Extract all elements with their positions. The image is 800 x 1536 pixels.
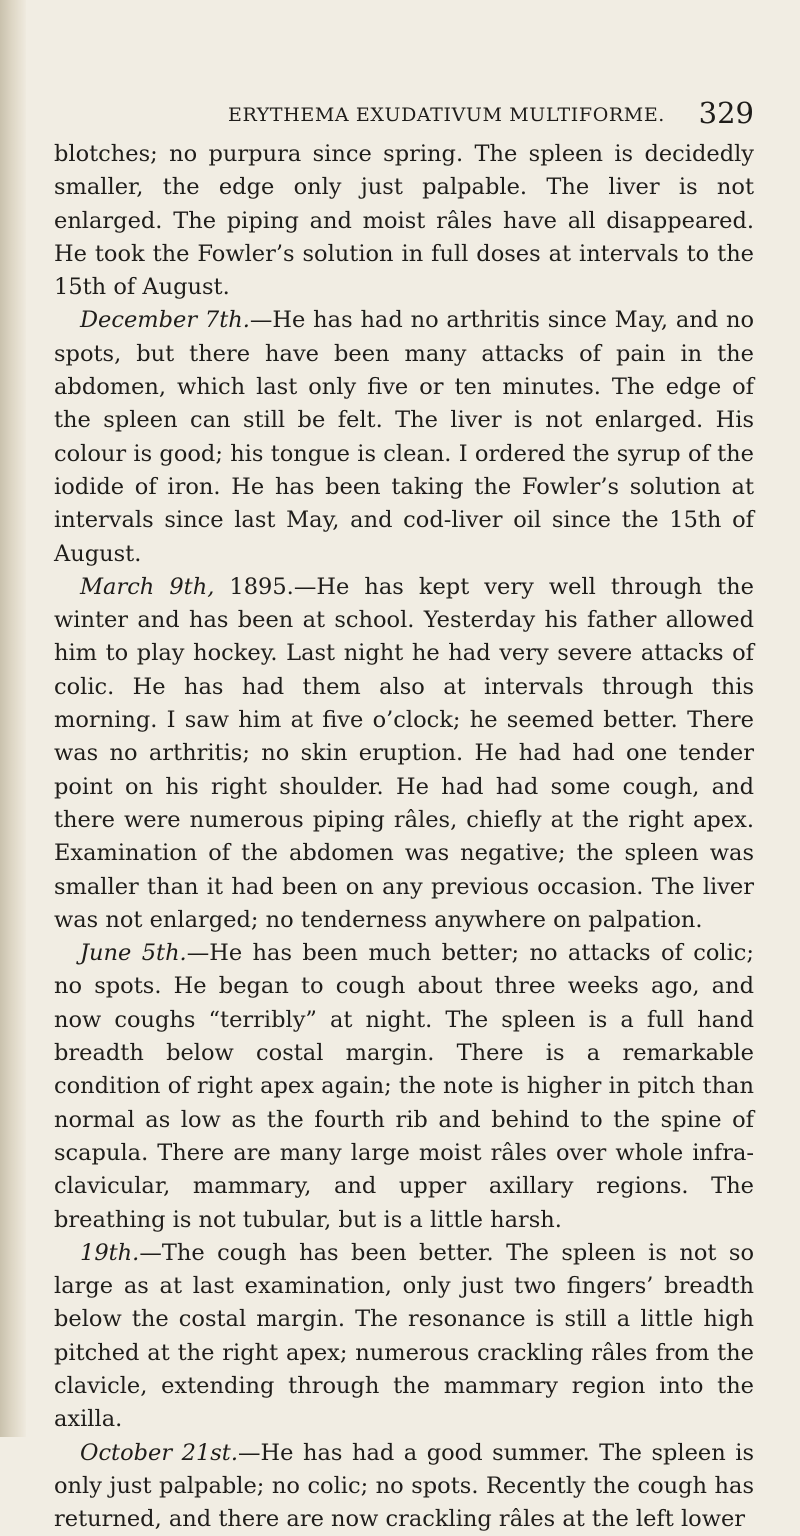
paragraph-text: blotches; no purpura since spring. The spleen is decidedly smaller, the edge only just palpable. The liver is not enlarged. The piping and moist râles have all disappeared. He took the Fowler’s solution in full doses at intervals to the 15th of August. xyxy=(54,141,754,301)
paragraph-march-9 xyxy=(54,571,754,937)
paragraph-date: June 5th. xyxy=(80,940,187,967)
paragraph-date: October 21st. xyxy=(80,1439,239,1466)
body-text xyxy=(54,138,754,1536)
paragraph-october-21 xyxy=(54,1437,754,1536)
paragraph-date: December 7th. xyxy=(80,307,250,334)
paragraph-june-19 xyxy=(54,1237,754,1437)
running-head xyxy=(48,96,754,132)
paragraph-text: —The cough has been better. The spleen is not so large as at last examination, only just two fingers’ breadth below the costal margin. The resonance is still a little high pitched at the right apex; numerous crackling râles from the clavicle, extending through the mammary region into the axilla. xyxy=(54,1239,754,1433)
paragraph-text: 1895.—He has kept very well through the winter and has been at school. Yesterday his father allowed him to play hockey. Last night he had very severe attacks of colic. He has had them also at intervals through this morning. I saw him at five o’clock; he seemed better. There was no arthritis; no skin eruption. He had had one tender point on his right shoulder. He had had some cough, and there were numerous piping râles, chiefly at the right apex. Examination of the abdomen was negative; the spleen was smaller than it had been on any previous occasion. The liver was not enlarged; no tenderness anywhere on palpation. xyxy=(54,573,754,933)
paragraph-date: March 9th, xyxy=(80,573,215,600)
paragraph-text: —He has had a good summer. The spleen is only just palpable; no colic; no spots. Recently the cough has returned, and there are now crackling râles at the left lower xyxy=(54,1439,754,1533)
book-spine-shadow xyxy=(0,0,26,1437)
paragraph-date: 19th. xyxy=(80,1239,140,1266)
paragraph-december-7 xyxy=(54,304,754,570)
running-title: ERYTHEMA EXUDATIVUM MULTIFORME. xyxy=(228,104,665,126)
paragraph-text: —He has been much better; no attacks of colic; no spots. He began to cough about three weeks ago, and now coughs “terribly” at night. The spleen is a full hand breadth below costal margin. There is a remarkable condition of right apex again; the note is higher in pitch than normal as low as the fourth rib and behind to the spine of scapula. There are many large moist râles over whole infra-clavicular, mammary, and upper axillary regions. The breathing is not tubular, but is a little harsh. xyxy=(54,940,754,1233)
paragraph-june-5 xyxy=(54,937,754,1237)
paragraph-continuation xyxy=(54,138,754,304)
page-number: 329 xyxy=(698,96,754,130)
paragraph-text: —He has had no arthritis since May, and no spots, but there have been many attacks of pain in the abdomen, which last only five or ten minutes. The edge of the spleen can still be felt. The liver is not enlarged. His colour is good; his tongue is clean. I ordered the syrup of the iodide of iron. He has been taking the Fowler’s solution at intervals since last May, and cod-liver oil since the 15th of August. xyxy=(54,307,754,567)
